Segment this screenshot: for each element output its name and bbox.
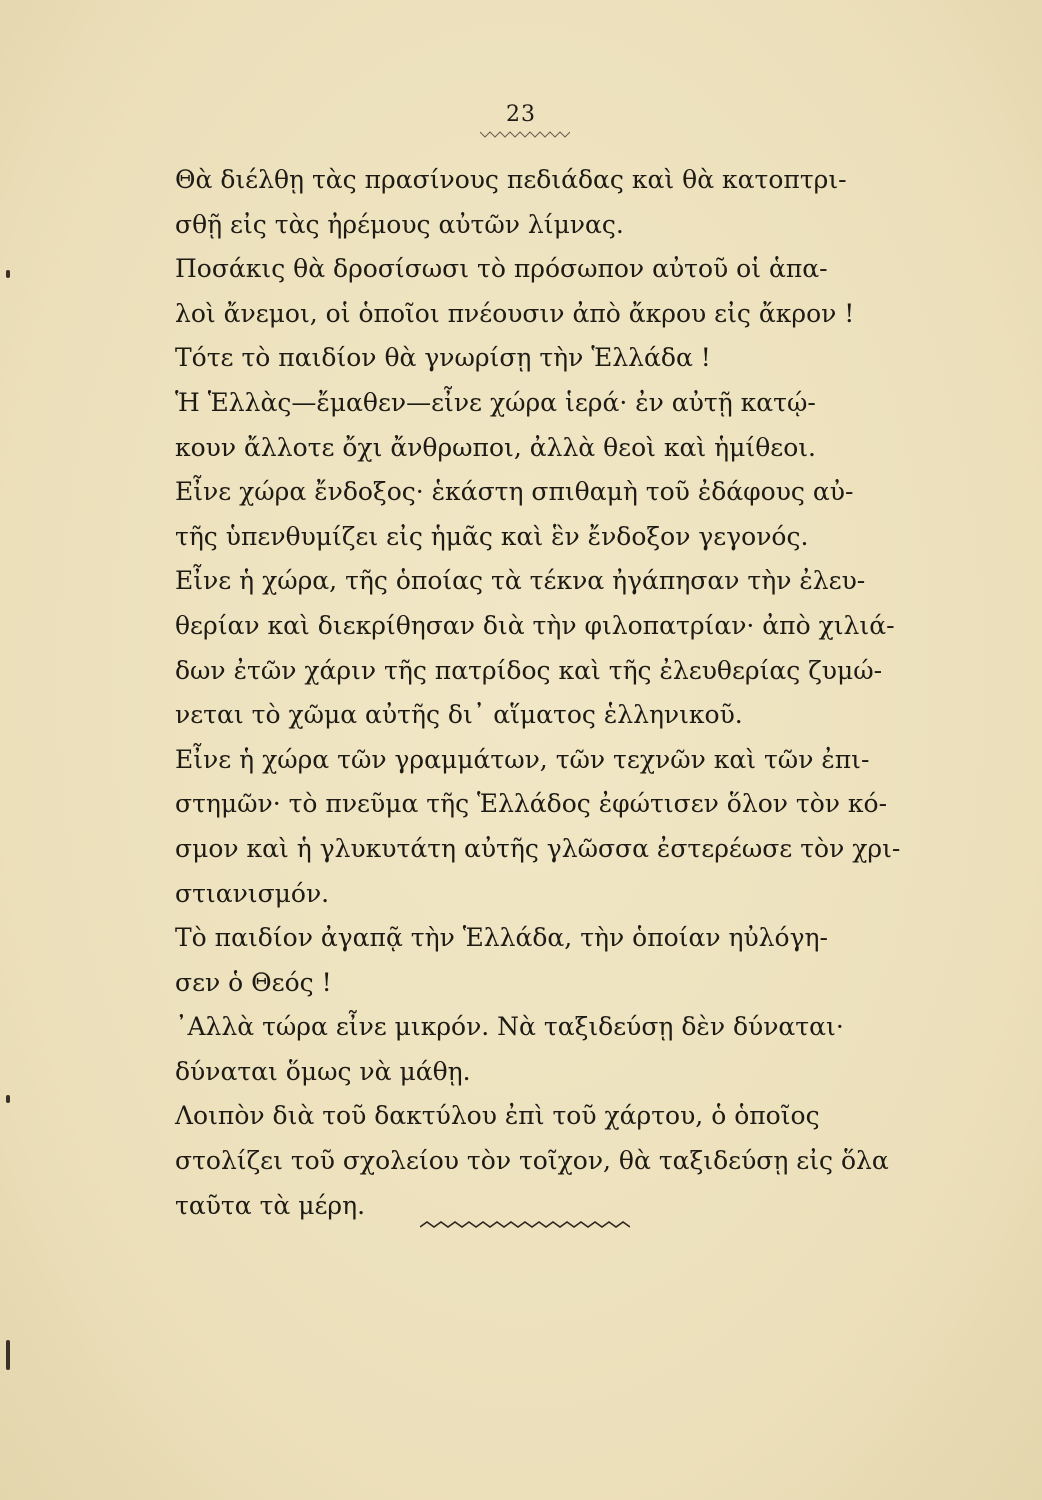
text-line: λοὶ ἄνεμοι, οἱ ὁποῖοι πνέουσιν ἀπὸ ἄκρου εἰς ἄκρον !: [175, 298, 855, 328]
text-line: σμον καὶ ἡ γλυκυτάτη αὐτῆς γλῶσσα ἐστερέωσε τὸν χρι-: [175, 833, 901, 863]
text-line: ᾿Αλλὰ τώρα εἶνε μικρόν. Νὰ ταξιδεύσῃ δὲν δύναται·: [175, 1012, 844, 1042]
page-number: 23: [506, 102, 536, 127]
text-line: Ἡ Ἑλλὰς—ἔμαθεν—εἶνε χώρα ἱερά· ἐν αὐτῇ κατῴ-: [175, 387, 816, 417]
text-line: θερίαν καὶ διεκρίθησαν διὰ τὴν φιλοπατρίαν· ἀπὸ χιλιά-: [175, 610, 895, 640]
text-line: Ποσάκις θὰ δροσίσωσι τὸ πρόσωπον αὐτοῦ οἱ ἁπα-: [175, 254, 828, 284]
text-line: ταῦτα τὰ μέρη.: [175, 1190, 366, 1220]
text-line: τῆς ὑπενθυμίζει εἰς ἡμᾶς καὶ ἓν ἔνδοξον γεγονός.: [175, 521, 809, 551]
margin-mark: [6, 1340, 10, 1370]
text-line: δων ἐτῶν χάριν τῆς πατρίδος καὶ τῆς ἐλευθερίας ζυμώ-: [175, 655, 883, 685]
text-line: σθῇ εἰς τὰς ἠρέμους αὐτῶν λίμνας.: [175, 209, 624, 239]
text-line: Εἶνε ἡ χώρα, τῆς ὁποίας τὰ τέκνα ἠγάπησαν τὴν ἐλευ-: [175, 566, 866, 596]
text-line: Θὰ διέλθῃ τὰς πρασίνους πεδιάδας καὶ θὰ κατοπτρι-: [175, 165, 847, 194]
text-line: κουν ἄλλοτε ὄχι ἄνθρωποι, ἀλλὰ θεοὶ καὶ ἡμίθεοι.: [175, 432, 817, 462]
text-line: δύναται ὅμως νὰ μάθῃ.: [175, 1056, 471, 1086]
text-line: στημῶν· τὸ πνεῦμα τῆς Ἑλλάδος ἐφώτισεν ὅλον τὸν κό-: [175, 789, 888, 819]
margin-mark: [6, 270, 10, 278]
text-line: Τότε τὸ παιδίον θὰ γνωρίσῃ τὴν Ἑλλάδα !: [175, 343, 711, 373]
top-ornament: [480, 128, 570, 140]
text-line: Εἶνε ἡ χώρα τῶν γραμμάτων, τῶν τεχνῶν καὶ τῶν ἐπι-: [175, 744, 870, 774]
margin-mark: [6, 1095, 10, 1103]
bottom-ornament: [420, 1218, 630, 1232]
text-line: νεται τὸ χῶμα αὐτῆς δι᾿ αἵματος ἑλληνικοῦ.: [175, 700, 743, 730]
body-text: [175, 158, 915, 1228]
text-line: σεν ὁ Θεός !: [175, 967, 332, 997]
text-line: Εἶνε χώρα ἔνδοξος· ἑκάστη σπιθαμὴ τοῦ ἐδάφους αὐ-: [175, 477, 854, 507]
text-line: στιανισμόν.: [175, 878, 330, 908]
text-line: Τὸ παιδίον ἀγαπᾷ τὴν Ἑλλάδα, τὴν ὁποίαν ηὐλόγη-: [175, 923, 828, 953]
text-line: Λοιπὸν διὰ τοῦ δακτύλου ἐπὶ τοῦ χάρτου, ὁ ὁποῖος: [175, 1101, 820, 1131]
text-line: στολίζει τοῦ σχολείου τὸν τοῖχον, θὰ ταξιδεύσῃ εἰς ὅλα: [175, 1146, 889, 1176]
